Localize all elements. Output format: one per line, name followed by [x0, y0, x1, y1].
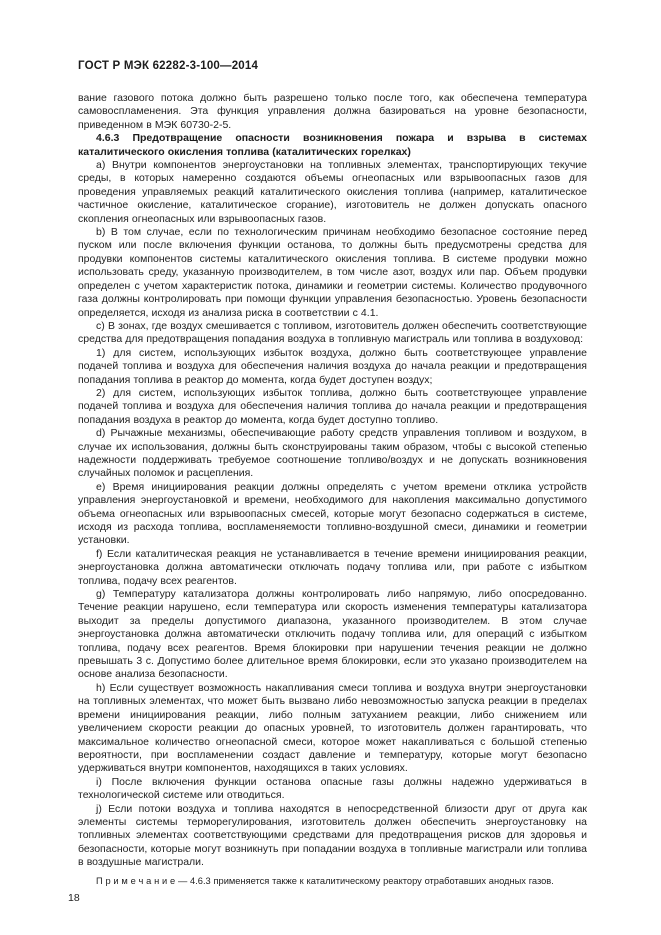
paragraph-item-c: c) В зонах, где воздух смешивается с топливом, изготовитель должен обеспечить соответствующие средства для предотвращения попадания воздуха в топливную магистраль или топлива в воздуховод:: [78, 319, 587, 346]
paragraph-intro-continuation: вание газового потока должно быть разрешено только после того, как обеспечена температура самовоспламенения. Эта функция управления должна базироваться на уровне безопасности, приведенном в МЭК 60730-2-5.: [78, 92, 587, 131]
document-body: [78, 92, 587, 887]
paragraph-item-h: h) Если существует возможность накапливания смеси топлива и воздуха внутри энергоустановки на топливных элементах, что может быть вызвано либо невозможностью запуска реакции в пределах времени инициирования реакции, либо полным затуханием реакции, либо снижением или увеличением скорости реакции до опасных уровней, то изготовитель должен гарантировать, что максимальное количество огнеопасной смеси, которое может накапливаться с большой степенью вероятности, при воспламенении создаст давление и температуру, которые могут безопасно удерживаться внутри компонентов, находящихся в таких условиях.: [78, 681, 587, 775]
page-number: 18: [68, 892, 80, 905]
paragraph-item-c-2: 2) для систем, использующих избыток топлива, должно быть соответствующее управление подачей топлива и воздуха для обеспечения наличия топлива до начала реакции и предотвращения попадания воздуха в реактор до момента, когда будет доступно топливо.: [78, 386, 587, 426]
paragraph-item-i: i) После включения функции останова опасные газы должны надежно удерживаться в технологической системе или отводиться.: [78, 775, 587, 802]
note-4-6-3: П р и м е ч а н и е — 4.6.3 применяется также к каталитическому реактору отработавших анодных газов.: [96, 875, 554, 886]
paragraph-item-f: f) Если каталитическая реакция не устанавливается в течение времени инициирования реакции, энергоустановка должна автоматически отключать подачу топлива или, при работе с избытком топлива, подачу всех реагентов.: [78, 547, 587, 587]
paragraph-item-j: j) Если потоки воздуха и топлива находятся в непосредственной близости друг от друга как элементы системы терморегулирования, изготовитель должен обеспечить энергоустановку на топливных элементах соответствующими средствами для предотвращения рисков для здоровья и безопасности, которые могут возникнуть при попадании воздуха в топливные магистрали или топлива в воздушные магистрали.: [78, 802, 587, 869]
paragraph-item-d: d) Рычажные механизмы, обеспечивающие работу средств управления топливом и воздухом, в случае их использования, должны быть сконструированы таким образом, чтобы с высокой степенью надежности поддерживать требуемое соотношение топливо/воздух и не допускать возникновения случайных поломок и расцепления.: [78, 427, 587, 480]
paragraph-item-e: e) Время инициирования реакции должны определять с учетом времени отклика устройств управления энергоустановкой и времени, необходимого для накопления максимально допустимого объема огнеопасных или взрывоопасных смесей, которые могут безопасно содержаться в системе, исходя из расхода топлива, воспламеняемости топливно-воздушной смеси, динамики и геометрии установки.: [78, 480, 587, 547]
paragraph-item-g: g) Температуру катализатора должны контролировать либо напрямую, либо опосредованно. Течение реакции нарушено, если температура или скорость изменения температуры катализатора выходит за пределы допустимого диапазона, указанного производителем. В этом случае энергоустановка должна автоматически отключить подачу топлива или, для операций с избытком топлива, подачу всех реагентов. Время блокировки при нарушении течения реакции не должно превышать 3 с. Допустимо более длительное время блокировки, если это указано производителем на основе анализа безопасности.: [78, 588, 587, 681]
paragraph-item-c-1: 1) для систем, использующих избыток воздуха, должно быть соответствующее управление подачей топлива и воздуха для обеспечения наличия воздуха до начала реакции и предотвращения попадания топлива в реактор до момента, когда будет доступен воздух;: [78, 346, 587, 386]
paragraph-item-b: b) В том случае, если по технологическим причинам необходимо безопасное состояние перед пуском или после включения функции останова, то должны быть предусмотрены средства для продувки компонентов системы каталитического окисления топлива. В системе продувки можно использовать среду, указанную производителем, в том числе азот, воздух или пар. Объем продувки определен с учетом характеристик потока, динамики и геометрии системы. Количество продувочного газа должны контролировать при помощи функции управления безопасностью. Уровень безопасности определяется, исходя из анализа риска в соответствии с 4.1.: [78, 226, 587, 319]
paragraph-item-a: a) Внутри компонентов энергоустановки на топливных элементах, транспортирующих текучие среды, в которых намеренно создаются объемы огнеопасных или взрывоопасных газов для проведения управляемых реакций каталитического окисления топлива (например, каталитическое частичное окисление, каталитическое сгорание), изготовитель не должен допускать опасного скопления огнеопасных или взрывоопасных газов.: [78, 159, 587, 225]
section-heading-4-6-3: 4.6.3 Предотвращение опасности возникновения пожара и взрыва в системах каталитического окисления топлива (каталитических горелках): [78, 132, 587, 158]
document-standard-code: ГОСТ Р МЭК 62282-3-100—2014: [78, 60, 259, 72]
